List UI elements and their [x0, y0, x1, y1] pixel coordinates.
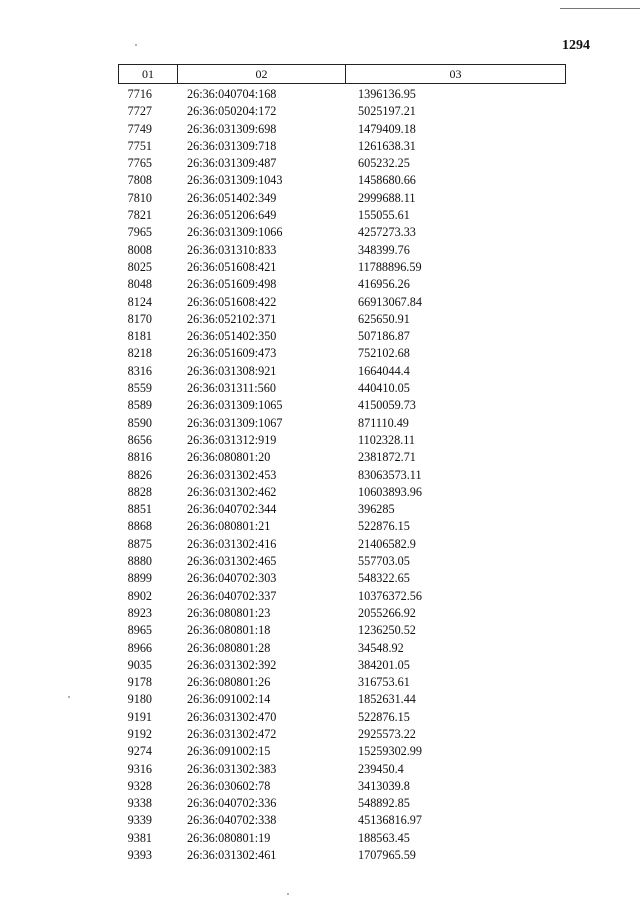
cell-col-01: 7965: [127, 225, 152, 240]
cell-col-01: 8590: [127, 415, 152, 430]
table-row: [118, 761, 566, 778]
cell-col-02: 26:36:080801:21: [187, 519, 271, 534]
scan-speck: [135, 44, 137, 46]
cell-col-02: 26:36:080801:19: [187, 830, 271, 845]
table-row: [118, 121, 566, 138]
cell-col-02: 26:36:091002:15: [187, 744, 271, 759]
cell-col-01: 8816: [127, 450, 152, 465]
cell-col-01: 9192: [127, 726, 152, 741]
scan-speck: [287, 893, 289, 895]
cell-col-03: 4257273.33: [358, 225, 416, 240]
cell-col-01: 7716: [127, 87, 152, 101]
table-row: [118, 190, 566, 207]
cell-col-01: 7749: [127, 121, 152, 136]
table-row: [118, 415, 566, 432]
cell-col-01: 9178: [127, 675, 152, 690]
cell-col-03: 316753.61: [358, 675, 410, 690]
table-row: [118, 172, 566, 189]
cell-col-02: 26:36:051206:649: [187, 208, 277, 223]
cell-col-02: 26:36:031310:833: [187, 242, 277, 257]
cell-col-02: 26:36:031309:1043: [187, 173, 283, 188]
table-row: [118, 588, 566, 605]
table-row: [118, 328, 566, 345]
cell-col-03: 557703.05: [358, 554, 410, 569]
cell-col-01: 8923: [127, 605, 152, 620]
table-row: [118, 276, 566, 293]
header-col-01: 01: [119, 65, 178, 83]
table-row: [118, 294, 566, 311]
cell-col-01: 8008: [127, 242, 152, 257]
cell-col-02: 26:36:040702:338: [187, 813, 277, 828]
cell-col-03: 548892.85: [358, 796, 410, 811]
table-row: [118, 207, 566, 224]
table-row: [118, 726, 566, 743]
cell-col-03: 752102.68: [358, 346, 410, 361]
table-row: [118, 691, 566, 708]
cell-col-03: 2999688.11: [358, 190, 416, 205]
table-row: [118, 259, 566, 276]
cell-col-02: 26:36:031302:462: [187, 484, 277, 499]
cell-col-03: 188563.45: [358, 830, 410, 845]
header-col-03: 03: [449, 66, 462, 81]
cell-col-01: 9338: [127, 796, 152, 811]
cell-col-01: 8828: [127, 484, 152, 499]
table-row: [118, 138, 566, 155]
cell-col-03: 21406582.9: [358, 536, 416, 551]
cell-col-03: 83063573.11: [358, 467, 422, 482]
cell-col-03: 10376372.56: [358, 588, 422, 603]
cell-col-02: 26:36:031309:718: [187, 138, 277, 153]
cell-col-02: 26:36:051609:473: [187, 346, 277, 361]
cell-col-03: 15259302.99: [358, 744, 422, 759]
cell-col-03: 239450.4: [358, 761, 404, 776]
cell-col-01: 9180: [127, 692, 152, 707]
table-row: [118, 449, 566, 466]
cell-col-02: 26:36:051608:421: [187, 259, 277, 274]
table-row: [118, 311, 566, 328]
cell-col-02: 26:36:051402:350: [187, 329, 277, 344]
cell-col-02: 26:36:031309:487: [187, 156, 277, 171]
cell-col-03: 10603893.96: [358, 484, 422, 499]
cell-col-02: 26:36:080801:28: [187, 640, 271, 655]
cell-col-02: 26:36:031311:560: [187, 381, 276, 396]
cell-col-01: 8170: [127, 311, 152, 326]
table-row: [118, 553, 566, 570]
cell-col-03: 3413039.8: [358, 778, 410, 793]
cell-col-01: 7765: [127, 156, 152, 171]
cell-col-03: 45136816.97: [358, 813, 422, 828]
table-row: [118, 86, 566, 103]
cell-col-02: 26:36:030602:78: [187, 778, 271, 793]
cell-col-03: 507186.87: [358, 329, 410, 344]
cell-col-03: 2925573.22: [358, 726, 416, 741]
table-row: [118, 570, 566, 587]
cell-col-02: 26:36:040702:303: [187, 571, 277, 586]
cell-col-02: 26:36:080801:18: [187, 623, 271, 638]
cell-col-03: 1852631.44: [358, 692, 416, 707]
cell-col-02: 26:36:091002:14: [187, 692, 271, 707]
cell-col-03: 1707965.59: [358, 848, 416, 863]
cell-col-02: 26:36:031312:919: [187, 432, 277, 447]
cell-col-02: 26:36:080801:26: [187, 675, 271, 690]
table-row: [118, 812, 566, 829]
cell-col-02: 26:36:031302:470: [187, 709, 277, 724]
cell-col-01: 8025: [127, 259, 152, 274]
scan-speck: [68, 696, 70, 698]
cell-col-03: 522876.15: [358, 709, 410, 724]
table-row: [118, 501, 566, 518]
cell-col-02: 26:36:051609:498: [187, 277, 277, 292]
cell-col-02: 26:36:031302:453: [187, 467, 277, 482]
cell-col-01: 7727: [127, 104, 152, 119]
cell-col-01: 8902: [127, 588, 152, 603]
cell-col-03: 416956.26: [358, 277, 410, 292]
header-col-02: 02: [178, 65, 346, 83]
cell-col-01: 9316: [127, 761, 152, 776]
table-row: [118, 622, 566, 639]
cell-col-01: 8966: [127, 640, 152, 655]
table-body: [118, 86, 566, 864]
cell-col-01: 8124: [127, 294, 152, 309]
cell-col-01: 8965: [127, 623, 152, 638]
table-row: [118, 536, 566, 553]
cell-col-03: 396285: [358, 502, 395, 517]
table-row: [118, 155, 566, 172]
cell-col-01: 8181: [127, 329, 152, 344]
cell-col-03: 1458680.66: [358, 173, 416, 188]
table-row: [118, 397, 566, 414]
cell-col-01: 7821: [127, 208, 152, 223]
cell-col-01: 8218: [127, 346, 152, 361]
cell-col-02: 26:36:031309:1067: [187, 415, 283, 430]
cell-col-02: 26:36:031302:461: [187, 848, 277, 863]
table-row: [118, 518, 566, 535]
cell-col-01: 8589: [127, 398, 152, 413]
cell-col-01: 8880: [127, 554, 152, 569]
cell-col-03: 1479409.18: [358, 121, 416, 136]
cell-col-03: 5025197.21: [358, 104, 416, 119]
table-row: [118, 103, 566, 120]
cell-col-03: 4150059.73: [358, 398, 416, 413]
cell-col-01: 9191: [127, 709, 152, 724]
cell-col-02: 26:36:040702:336: [187, 796, 277, 811]
cell-col-03: 522876.15: [358, 519, 410, 534]
cell-col-02: 26:36:080801:20: [187, 450, 271, 465]
cell-col-03: 605232.25: [358, 156, 410, 171]
cell-col-01: 7808: [127, 173, 152, 188]
cell-col-01: 8316: [127, 363, 152, 378]
table-row: [118, 242, 566, 259]
cell-col-01: 7751: [127, 138, 152, 153]
cell-col-02: 26:36:080801:23: [187, 605, 271, 620]
cell-col-01: 8868: [127, 519, 152, 534]
cell-col-02: 26:36:031309:1066: [187, 225, 283, 240]
table-row: [118, 224, 566, 241]
cell-col-01: 8851: [127, 502, 152, 517]
cell-col-02: 26:36:031302:416: [187, 536, 277, 551]
table-row: [118, 830, 566, 847]
cell-col-03: 155055.61: [358, 208, 410, 223]
cell-col-02: 26:36:040702:337: [187, 588, 277, 603]
cell-col-02: 26:36:051608:422: [187, 294, 277, 309]
table-row: [118, 605, 566, 622]
cell-col-02: 26:36:052102:371: [187, 311, 277, 326]
table-row: [118, 674, 566, 691]
table-row: [118, 795, 566, 812]
cell-col-03: 1261638.31: [358, 138, 416, 153]
cell-col-03: 1102328.11: [358, 432, 415, 447]
cell-col-03: 34548.92: [358, 640, 404, 655]
table-row: [118, 743, 566, 760]
cell-col-03: 440410.05: [358, 381, 410, 396]
table-row: [118, 363, 566, 380]
cell-col-01: 8899: [127, 571, 152, 586]
cell-col-01: 7810: [127, 190, 152, 205]
table-row: [118, 345, 566, 362]
table-row: [118, 657, 566, 674]
table-row: [118, 380, 566, 397]
cell-col-03: 548322.65: [358, 571, 410, 586]
cell-col-03: 1236250.52: [358, 623, 416, 638]
cell-col-02: 26:36:031309:698: [187, 121, 277, 136]
cell-col-02: 26:36:031309:1065: [187, 398, 283, 413]
cell-col-01: 8048: [127, 277, 152, 292]
cell-col-02: 26:36:031308:921: [187, 363, 277, 378]
cell-col-03: 1664044.4: [358, 363, 410, 378]
table-row: [118, 432, 566, 449]
cell-col-03: 66913067.84: [358, 294, 422, 309]
cell-col-03: 348399.76: [358, 242, 410, 257]
cell-col-02: 26:36:051402:349: [187, 190, 277, 205]
cell-col-02: 26:36:040702:344: [187, 502, 277, 517]
table-row: [118, 484, 566, 501]
cell-col-03: 871110.49: [358, 415, 409, 430]
table-row: [118, 467, 566, 484]
cell-col-03: 625650.91: [358, 311, 410, 326]
table-row: [118, 847, 566, 864]
cell-col-01: 9035: [127, 657, 152, 672]
cell-col-02: 26:36:031302:465: [187, 554, 277, 569]
table-row: [118, 709, 566, 726]
cell-col-01: 8559: [127, 381, 152, 396]
cell-col-02: 26:36:050204:172: [187, 104, 277, 119]
page-number: 1294: [562, 38, 590, 53]
cell-col-03: 1396136.95: [358, 87, 416, 101]
cell-col-01: 8656: [127, 432, 152, 447]
cell-col-01: 8826: [127, 467, 152, 482]
cell-col-02: 26:36:031302:392: [187, 657, 277, 672]
table-header: [118, 64, 566, 84]
cell-col-02: 26:36:040704:168: [187, 87, 277, 101]
table-row: [118, 778, 566, 795]
cell-col-01: 9393: [127, 848, 152, 863]
cell-col-01: 9274: [127, 744, 152, 759]
top-rule: [560, 8, 640, 9]
cell-col-01: 9339: [127, 813, 152, 828]
cell-col-01: 8875: [127, 536, 152, 551]
cell-col-02: 26:36:031302:383: [187, 761, 277, 776]
cell-col-03: 11788896.59: [358, 259, 422, 274]
cell-col-01: 9381: [127, 830, 152, 845]
cell-col-03: 384201.05: [358, 657, 410, 672]
cell-col-01: 9328: [127, 778, 152, 793]
table-row: [118, 640, 566, 657]
cell-col-03: 2381872.71: [358, 450, 416, 465]
cell-col-02: 26:36:031302:472: [187, 726, 277, 741]
cell-col-03: 2055266.92: [358, 605, 416, 620]
